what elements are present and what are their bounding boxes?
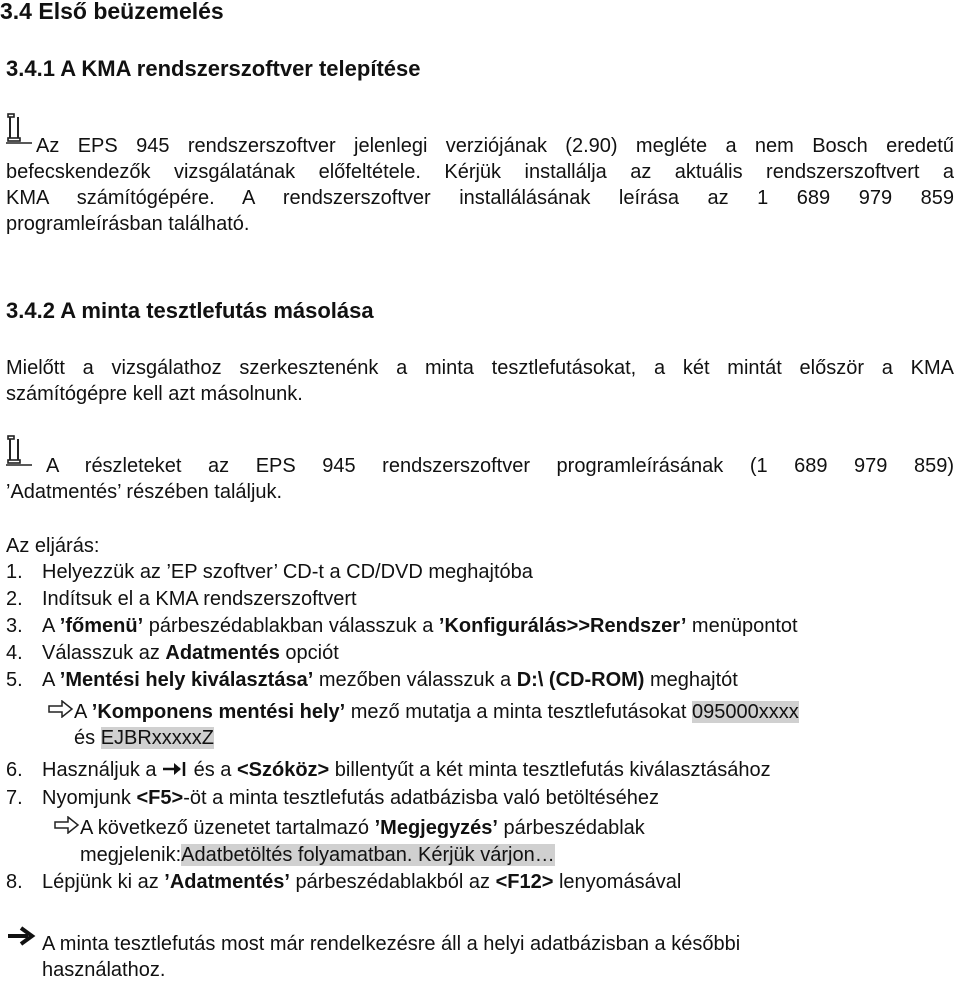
step-number: 3.	[6, 615, 23, 637]
step-text: Lépjünk ki az	[42, 871, 165, 893]
note-emphasis: ’Megjegyzés’	[374, 817, 498, 839]
step-text: menüpontot	[686, 615, 798, 637]
step-4	[6, 641, 339, 665]
procedure-label: Az eljárás:	[6, 535, 100, 557]
note-text: A	[74, 701, 92, 723]
note-text: mező mutatja a minta tesztlefutásokat	[345, 701, 693, 723]
step-5-result-line1	[74, 700, 799, 724]
step-3	[6, 614, 798, 638]
step-number: 1.	[6, 561, 23, 583]
step-text: lenyomásával	[553, 871, 682, 893]
step-text: mezőben válasszuk a	[313, 669, 517, 691]
subsection-heading-2: 3.4.2 A minta tesztlefutás másolása	[6, 298, 374, 323]
step-text: opciót	[279, 642, 339, 664]
step-2	[6, 587, 357, 611]
step-text: meghajtót	[644, 669, 738, 691]
note1-line4: programleírásban található.	[6, 213, 250, 235]
step-text: Válasszuk az	[42, 642, 166, 664]
final-line1: A minta tesztlefutás most már rendelkezésre áll a helyi adatbázisban a későbbi	[42, 933, 741, 955]
tab-key-icon	[162, 761, 188, 777]
step-text: Helyezzük az ’EP szoftver’ CD-t a CD/DVD meghajtóba	[42, 561, 533, 583]
step-8	[6, 870, 681, 894]
step-text: Használjuk a	[42, 759, 163, 781]
step-text: Indítsuk el a KMA rendszerszoftvert	[42, 588, 357, 610]
step-5	[6, 668, 738, 692]
note-text: párbeszédablak	[498, 817, 645, 839]
step-emphasis: ’Konfigurálás>>Rendszer’	[438, 615, 687, 637]
step-text: A	[42, 615, 60, 637]
highlighted-value: 095000xxxx	[692, 701, 799, 723]
step-text: Nyomjunk	[42, 787, 137, 809]
step-number: 8.	[6, 871, 23, 893]
subsection-heading-1: 3.4.1 A KMA rendszerszoftver telepítése	[6, 56, 421, 81]
step-text: billentyűt a két minta tesztlefutás kiválasztásához	[329, 759, 771, 781]
step-number: 4.	[6, 642, 23, 664]
step-number: 6.	[6, 759, 23, 781]
step-emphasis: Adatmentés	[165, 642, 280, 664]
step-7-result-line1	[80, 816, 645, 840]
step-emphasis: ’főmenü’	[59, 615, 144, 637]
step-number: 5.	[6, 669, 23, 691]
step-7	[6, 786, 659, 810]
note1-line2: befecskendezők vizsgálatának előfeltétele. Kérjük installálja az aktuális rendszerszoftvert a	[6, 161, 954, 183]
note-text: A következő üzenetet tartalmazó	[80, 817, 375, 839]
info-note-icon	[6, 434, 32, 466]
note1-line3: KMA számítógépére. A rendszerszoftver installálásának leírása az 1 689 979 859	[6, 187, 954, 209]
step-number: 2.	[6, 588, 23, 610]
note2-line1: A részleteket az EPS 945 rendszerszoftver programleírásának (1 689 979 859)	[46, 455, 954, 477]
step-emphasis: D:\ (CD-ROM)	[516, 669, 645, 691]
right-arrow-icon	[6, 926, 36, 946]
step-text: párbeszédablakban válasszuk a	[143, 615, 439, 637]
step-6	[6, 758, 771, 782]
final-line2: használathoz.	[42, 959, 166, 981]
result-arrow-icon	[48, 700, 74, 718]
step-5-result-line2	[74, 726, 214, 750]
step-text: A	[42, 669, 60, 691]
para1-line1: Mielőtt a vizsgálathoz szerkesztenénk a minta tesztlefutásokat, a két mintát először a KMA	[6, 357, 954, 379]
info-note-icon	[6, 112, 32, 144]
step-number: 7.	[6, 787, 23, 809]
step-emphasis: <F5>	[136, 787, 184, 809]
step-emphasis: ’Adatmentés’	[164, 871, 290, 893]
note-text: és	[74, 727, 101, 749]
step-text: párbeszédablakból az	[289, 871, 496, 893]
note2-line2: ’Adatmentés’ részében találjuk.	[6, 481, 283, 503]
step-7-result-line2	[80, 843, 555, 867]
result-arrow-icon	[54, 816, 80, 834]
step-text: -öt a minta tesztlefutás adatbázisba való betöltéséhez	[183, 787, 660, 809]
step-1	[6, 560, 533, 584]
step-emphasis: ’Mentési hely kiválasztása’	[59, 669, 314, 691]
note-text: megjelenik:	[80, 844, 182, 866]
highlighted-message: Adatbetöltés folyamatban. Kérjük várjon…	[181, 844, 555, 866]
note1-line1: Az EPS 945 rendszerszoftver jelenlegi verziójának (2.90) megléte a nem Bosch eredetű	[36, 135, 954, 157]
step-text: és a	[188, 759, 237, 781]
note-emphasis: ’Komponens mentési hely’	[91, 701, 346, 723]
highlighted-value: EJBRxxxxxZ	[100, 727, 215, 749]
step-emphasis: <F12>	[495, 871, 554, 893]
step-emphasis: <Szóköz>	[236, 759, 330, 781]
section-heading: 3.4 Első beüzemelés	[0, 0, 224, 24]
para1-line2: számítógépre kell azt másolnunk.	[6, 383, 303, 405]
